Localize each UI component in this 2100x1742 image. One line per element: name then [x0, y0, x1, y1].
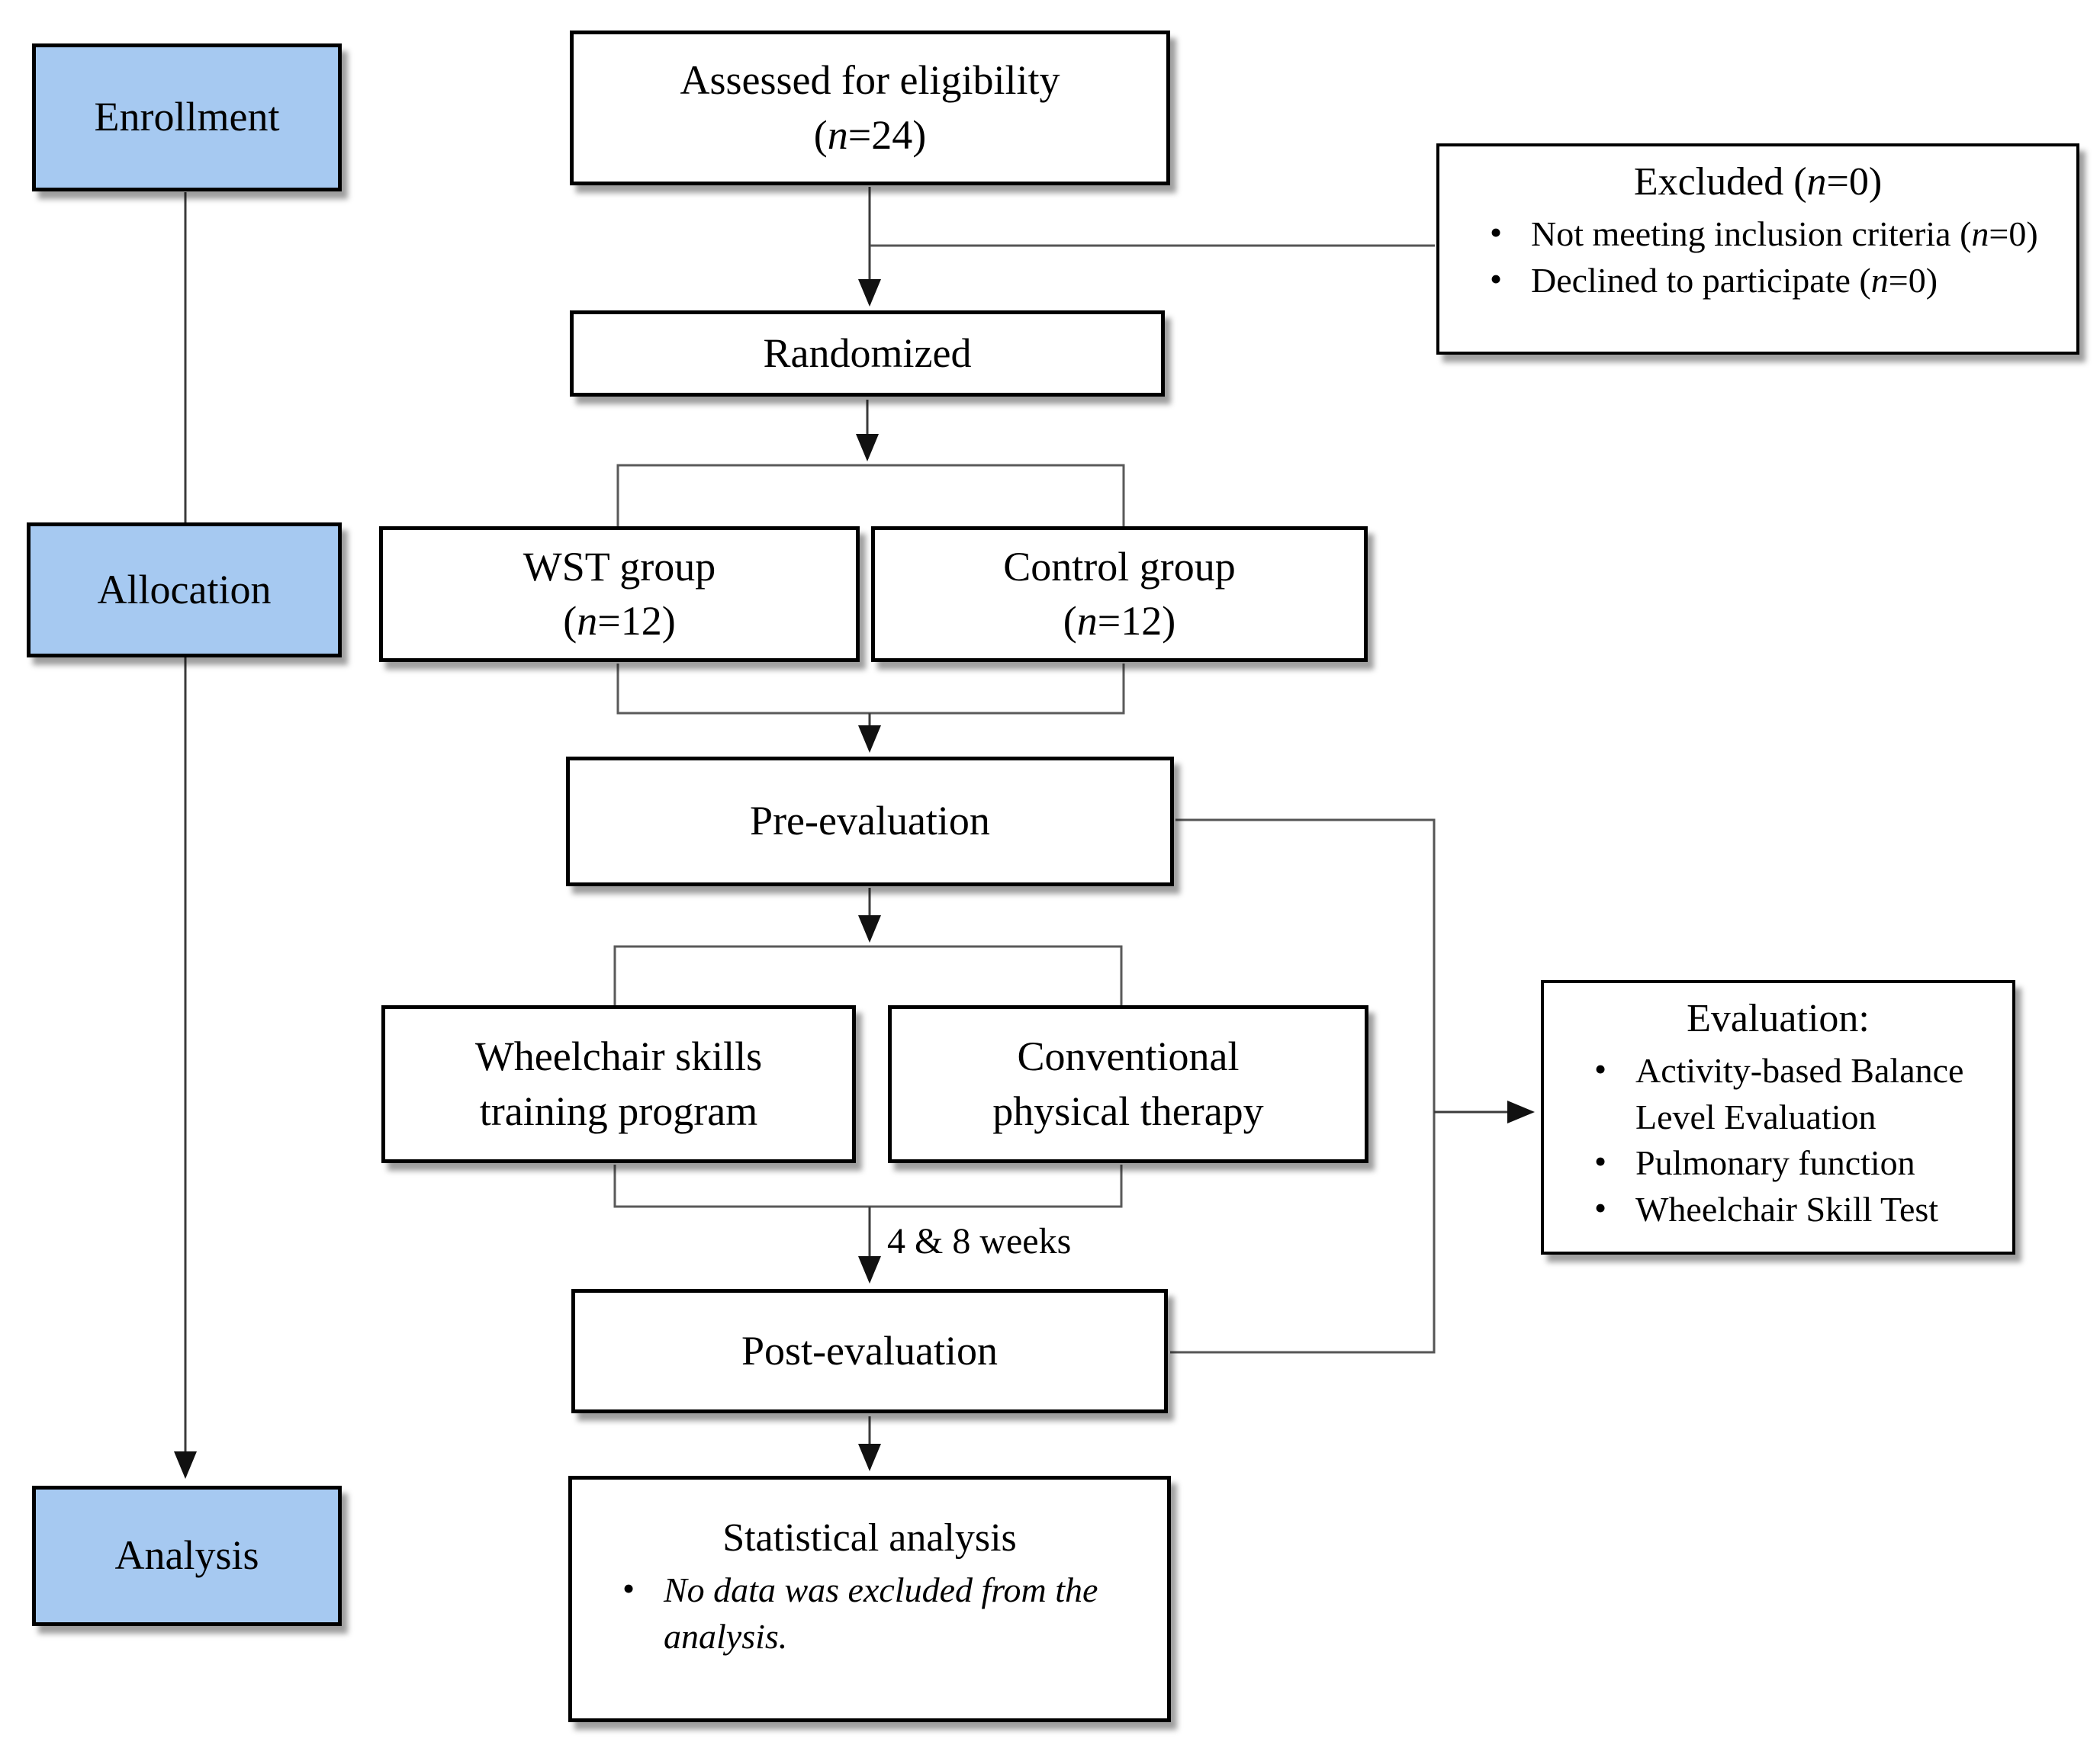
evaluation-bullet-list — [1544, 1048, 2012, 1233]
control-group-count: (n=12) — [1063, 598, 1176, 644]
wst-group-count: (n=12) — [563, 598, 676, 644]
excluded-box — [1436, 143, 2079, 355]
section-analysis-label: Analysis — [114, 1532, 259, 1579]
statistical-bullet-1: • No data was excluded from the analysis. — [616, 1567, 1144, 1660]
evaluation-title: Evaluation: — [1687, 997, 1870, 1040]
connector-merge-groups — [618, 664, 1124, 713]
conventional-therapy-line1: Conventional — [1017, 1033, 1240, 1080]
excluded-bullet-2: • Declined to participate (n=0) — [1484, 258, 2053, 304]
statistical-title: Statistical analysis — [722, 1516, 1017, 1560]
section-allocation-label: Allocation — [97, 566, 272, 612]
evaluation-bullet-1: • Activity-based Balance Level Evaluation — [1588, 1048, 1989, 1140]
wst-group-label: WST group — [523, 543, 716, 590]
section-enrollment-label: Enrollment — [94, 94, 280, 140]
connector-split-allocation — [618, 465, 1124, 528]
control-group-label: Control group — [1003, 543, 1236, 590]
section-allocation-box — [27, 522, 342, 657]
evaluation-bullet-2: • Pulmonary function — [1588, 1140, 1989, 1187]
assessed-for-eligibility-box — [570, 31, 1170, 185]
wheelchair-skills-training-box — [381, 1005, 856, 1163]
pre-evaluation-box — [566, 757, 1174, 886]
wheelchair-skills-line2: training program — [479, 1088, 758, 1134]
conventional-therapy-line2: physical therapy — [992, 1088, 1264, 1134]
statistical-analysis-box — [568, 1476, 1171, 1722]
post-evaluation-box — [571, 1289, 1168, 1413]
assessed-label: Assessed for eligibility — [680, 57, 1060, 104]
statistical-bullet-list — [572, 1567, 1167, 1660]
randomized-label: Randomized — [763, 329, 972, 376]
randomized-box — [570, 310, 1165, 397]
wst-group-box — [379, 526, 860, 662]
weeks-annotation: 4 & 8 weeks — [887, 1221, 1072, 1262]
conventional-therapy-box — [888, 1005, 1368, 1163]
assessed-count: (n=24) — [813, 111, 927, 158]
wheelchair-skills-line1: Wheelchair skills — [474, 1033, 763, 1080]
control-group-box — [871, 526, 1368, 662]
section-analysis-box — [32, 1486, 342, 1626]
pre-evaluation-label: Pre-evaluation — [750, 798, 990, 844]
post-evaluation-label: Post-evaluation — [741, 1327, 998, 1374]
excluded-bullet-list — [1439, 211, 2076, 304]
excluded-title: Excluded (n=0) — [1633, 160, 1883, 204]
evaluation-bullet-3: • Wheelchair Skill Test — [1588, 1187, 1989, 1233]
connector-merge-interventions — [615, 1165, 1121, 1207]
connector-split-interventions — [615, 947, 1121, 1005]
evaluation-box — [1541, 980, 2015, 1255]
section-enrollment-box — [32, 43, 342, 191]
excluded-bullet-1: • Not meeting inclusion criteria (n=0) — [1484, 211, 2053, 258]
